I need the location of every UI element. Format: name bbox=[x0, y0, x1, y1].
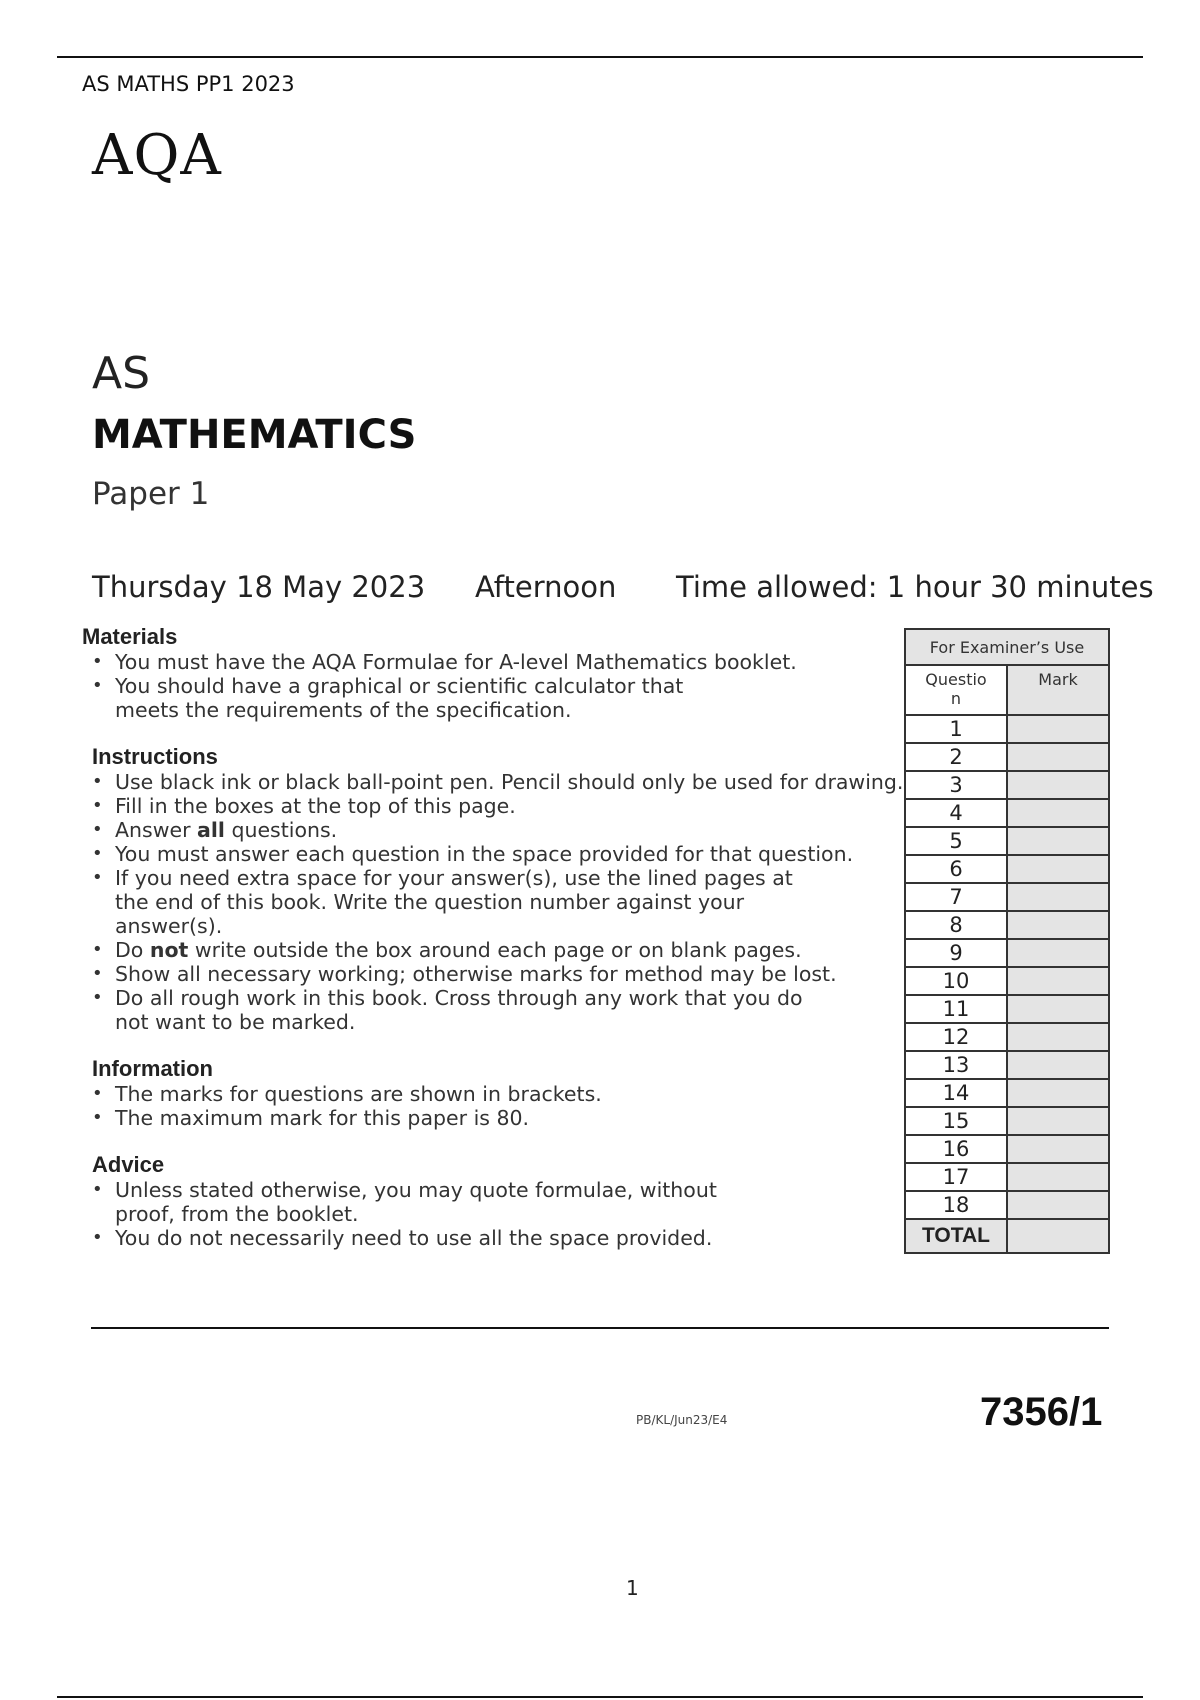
table-row bbox=[905, 995, 1109, 1023]
advice-heading: Advice bbox=[92, 1152, 165, 1177]
list-item: • Use black ink or black ball-point pen. Pencil should only be used for drawing. bbox=[82, 770, 922, 794]
table-row bbox=[905, 939, 1109, 967]
qualification-title: AS bbox=[92, 348, 151, 399]
mark-cell[interactable] bbox=[1007, 939, 1109, 967]
page-bottom-rule bbox=[57, 1696, 1143, 1698]
question-number: 13 bbox=[905, 1051, 1007, 1079]
question-number: 15 bbox=[905, 1107, 1007, 1135]
mark-cell[interactable] bbox=[1007, 967, 1109, 995]
examiner-table-title: For Examiner’s Use bbox=[905, 629, 1109, 665]
list-item: • Answer all questions. bbox=[82, 818, 922, 842]
question-number: 16 bbox=[905, 1135, 1007, 1163]
mark-cell[interactable] bbox=[1007, 1135, 1109, 1163]
list-item: • Show all necessary working; otherwise marks for method may be lost. bbox=[82, 962, 922, 986]
mark-cell[interactable] bbox=[1007, 827, 1109, 855]
aqa-logo: AQA bbox=[92, 123, 222, 188]
table-row bbox=[905, 1135, 1109, 1163]
table-row bbox=[905, 827, 1109, 855]
list-item: • You must have the AQA Formulae for A-level Mathematics booklet. bbox=[82, 650, 922, 674]
subject-title: MATHEMATICS bbox=[92, 412, 417, 458]
mark-cell[interactable] bbox=[1007, 995, 1109, 1023]
materials-section bbox=[82, 624, 922, 722]
information-section bbox=[82, 1056, 922, 1130]
table-row bbox=[905, 967, 1109, 995]
mark-column-header: Mark bbox=[1007, 665, 1109, 715]
list-item: • The marks for questions are shown in brackets. bbox=[82, 1082, 922, 1106]
list-item: • You must answer each question in the space provided for that question. bbox=[82, 842, 922, 866]
table-row bbox=[905, 1163, 1109, 1191]
list-item: • The maximum mark for this paper is 80. bbox=[82, 1106, 922, 1130]
mark-cell[interactable] bbox=[1007, 1191, 1109, 1219]
materials-list bbox=[82, 650, 922, 722]
list-item: • You should have a graphical or scientific calculator that meets the requirements of the specification. bbox=[82, 674, 922, 722]
list-item: • You do not necessarily need to use all the space provided. bbox=[82, 1226, 922, 1250]
table-row bbox=[905, 911, 1109, 939]
top-rule bbox=[57, 56, 1143, 58]
list-item: • Do all rough work in this book. Cross through any work that you do not want to be marked. bbox=[82, 986, 922, 1034]
table-row bbox=[905, 1051, 1109, 1079]
instructions-column bbox=[82, 624, 922, 1272]
page-number: 1 bbox=[626, 1576, 639, 1600]
question-number: 12 bbox=[905, 1023, 1007, 1051]
question-number: 7 bbox=[905, 883, 1007, 911]
list-item: • If you need extra space for your answer(s), use the lined pages at the end of this book. Write the question number against your answer(s). bbox=[82, 866, 922, 938]
time-allowed: Time allowed: 1 hour 30 minutes bbox=[676, 570, 1154, 604]
question-number: 2 bbox=[905, 743, 1007, 771]
total-row bbox=[905, 1219, 1109, 1253]
question-number: 18 bbox=[905, 1191, 1007, 1219]
question-number: 14 bbox=[905, 1079, 1007, 1107]
mark-cell[interactable] bbox=[1007, 799, 1109, 827]
information-heading: Information bbox=[92, 1056, 213, 1081]
total-label: TOTAL bbox=[905, 1219, 1007, 1253]
table-row bbox=[905, 715, 1109, 743]
question-number: 10 bbox=[905, 967, 1007, 995]
question-number: 8 bbox=[905, 911, 1007, 939]
mark-cell[interactable] bbox=[1007, 771, 1109, 799]
mark-cell[interactable] bbox=[1007, 743, 1109, 771]
mark-cell[interactable] bbox=[1007, 715, 1109, 743]
materials-heading: Materials bbox=[82, 624, 178, 649]
total-mark-cell[interactable] bbox=[1007, 1219, 1109, 1253]
instructions-list bbox=[82, 770, 922, 1034]
table-row bbox=[905, 743, 1109, 771]
question-number: 1 bbox=[905, 715, 1007, 743]
bottom-content-rule bbox=[91, 1327, 1109, 1329]
information-list bbox=[82, 1082, 922, 1130]
question-number: 9 bbox=[905, 939, 1007, 967]
running-title: AS MATHS PP1 2023 bbox=[82, 72, 295, 96]
instructions-heading: Instructions bbox=[92, 744, 218, 769]
question-number: 11 bbox=[905, 995, 1007, 1023]
mark-cell[interactable] bbox=[1007, 1051, 1109, 1079]
question-number: 3 bbox=[905, 771, 1007, 799]
question-number: 17 bbox=[905, 1163, 1007, 1191]
mark-cell[interactable] bbox=[1007, 1163, 1109, 1191]
advice-section bbox=[82, 1152, 922, 1250]
paper-reference: PB/KL/Jun23/E4 bbox=[636, 1413, 728, 1427]
list-item: • Fill in the boxes at the top of this page. bbox=[82, 794, 922, 818]
mark-cell[interactable] bbox=[1007, 1107, 1109, 1135]
list-item: • Unless stated otherwise, you may quote formulae, without proof, from the booklet. bbox=[82, 1178, 922, 1226]
table-row bbox=[905, 771, 1109, 799]
question-number: 6 bbox=[905, 855, 1007, 883]
table-row bbox=[905, 1079, 1109, 1107]
paper-code: 7356/1 bbox=[980, 1390, 1103, 1434]
mark-cell[interactable] bbox=[1007, 1079, 1109, 1107]
mark-cell[interactable] bbox=[1007, 1023, 1109, 1051]
mark-cell[interactable] bbox=[1007, 855, 1109, 883]
table-row bbox=[905, 1191, 1109, 1219]
exam-session: Afternoon bbox=[475, 570, 617, 604]
mark-cell[interactable] bbox=[1007, 911, 1109, 939]
table-row bbox=[905, 1107, 1109, 1135]
question-column-header: Questio n bbox=[905, 665, 1007, 715]
list-item: • Do not write outside the box around each page or on blank pages. bbox=[82, 938, 922, 962]
table-row bbox=[905, 855, 1109, 883]
table-row bbox=[905, 883, 1109, 911]
question-number: 5 bbox=[905, 827, 1007, 855]
examiner-use-table bbox=[904, 628, 1110, 1254]
table-row bbox=[905, 799, 1109, 827]
paper-title: Paper 1 bbox=[92, 476, 210, 512]
instructions-section bbox=[82, 744, 922, 1034]
table-row bbox=[905, 1023, 1109, 1051]
examiner-table-body bbox=[905, 715, 1109, 1219]
advice-list bbox=[82, 1178, 922, 1250]
exam-date: Thursday 18 May 2023 bbox=[92, 570, 426, 604]
mark-cell[interactable] bbox=[1007, 883, 1109, 911]
question-number: 4 bbox=[905, 799, 1007, 827]
